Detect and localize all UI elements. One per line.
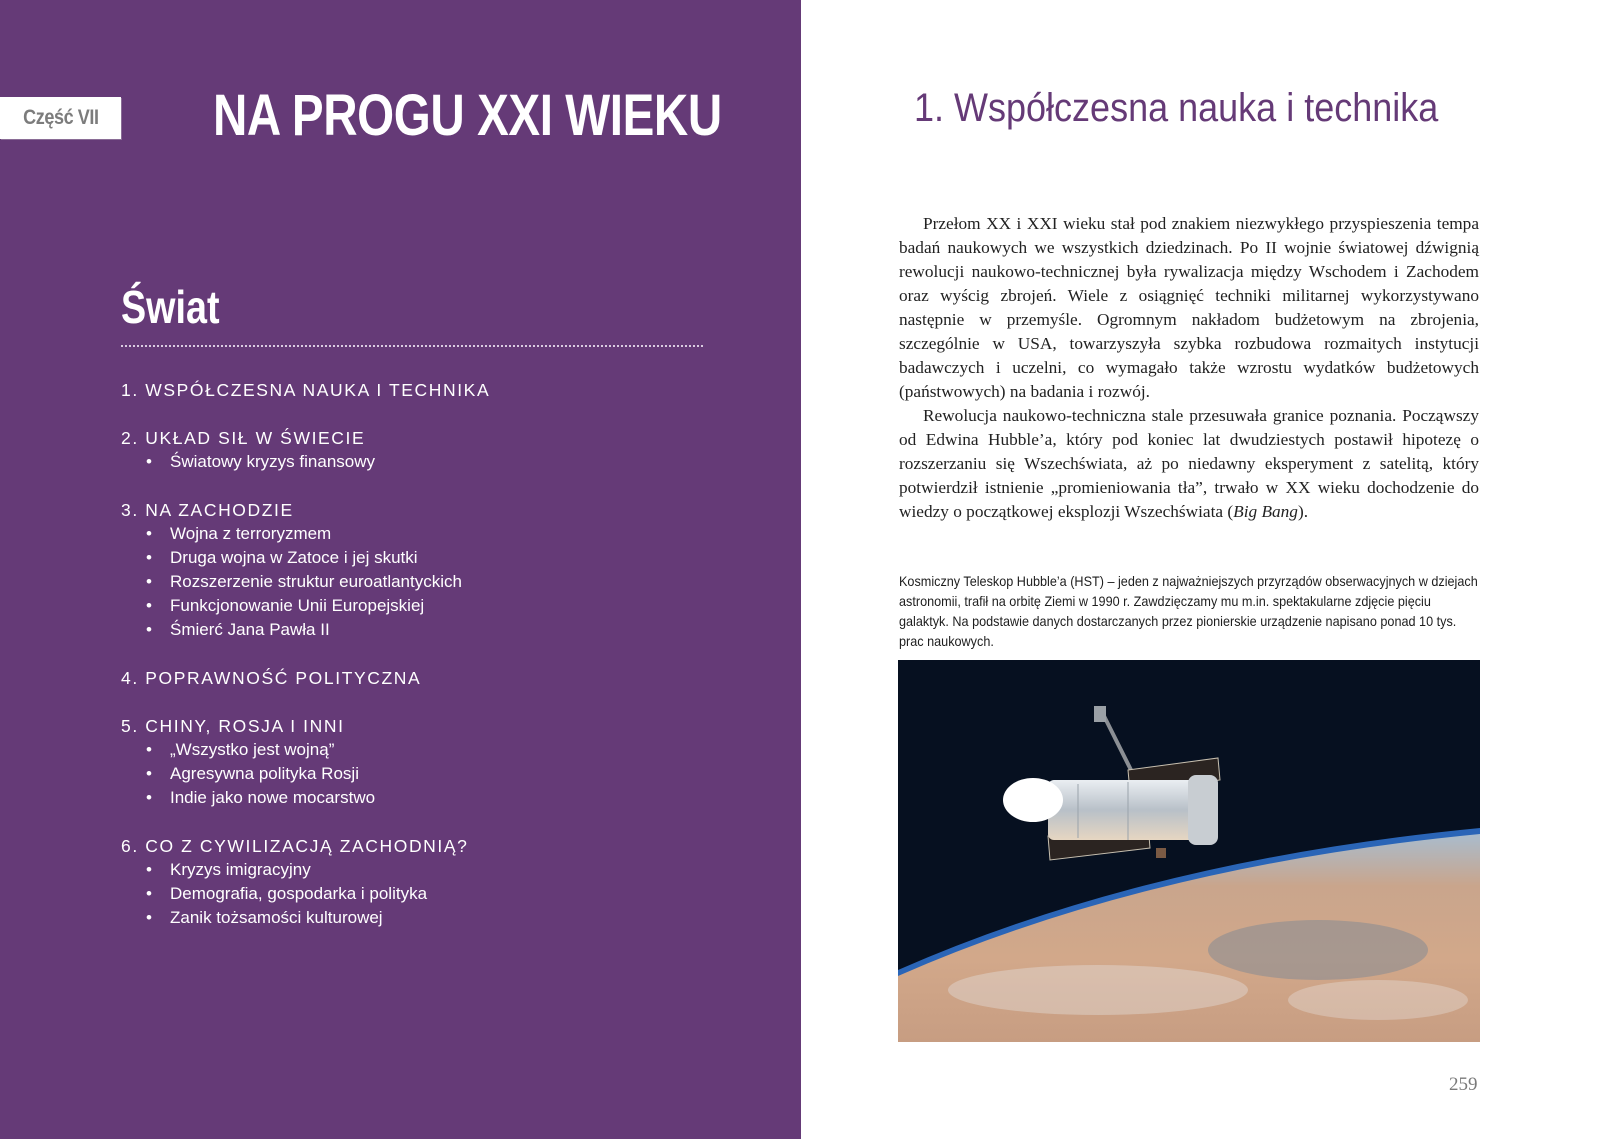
toc-chapter	[121, 834, 681, 930]
toc-sublist	[121, 450, 681, 474]
toc-chapter	[121, 666, 681, 690]
toc-subitem: • Światowy kryzys finansowy	[121, 450, 681, 474]
toc-chapter-title: 1. WSPÓŁCZESNA NAUKA I TECHNIKA	[121, 380, 491, 400]
paragraph-text: Przełom XX i XXI wieku stał pod znakiem niezwykłego przyspieszenia tempa badań naukowych we wszystkich dziedzinach. Po II wojnie światowej dźwignią rewolucji naukowo-technicznej była rywalizacja między Wschodem i Zachodem oraz wyścig zbrojeń. Wiele z osiągnięć techniki militarnej wykorzystywano następnie w przemyśle. Ogromnym nakładom budżetowym na zbrojenia, szczególnie w USA, towarzyszyła szybka rozbudowa rozmaitych instytucji badawczych i uczelni, co wymagało także wzrostu wydatków budżetowych (państwowych) na badania i rozwój.	[899, 214, 1479, 401]
toc-chapter-title: 3. NA ZACHODZIE	[121, 500, 294, 520]
toc-subitem: • Druga wojna w Zatoce i jej skutki	[121, 546, 681, 570]
toc-subitem: • Agresywna polityka Rosji	[121, 762, 681, 786]
toc-subitem: • Zanik tożsamości kulturowej	[121, 906, 681, 930]
paragraph	[899, 404, 1479, 524]
toc-subitem: • Rozszerzenie struktur euroatlantyckich	[121, 570, 681, 594]
table-of-contents	[121, 378, 681, 954]
toc-subitem: • Indie jako nowe mocarstwo	[121, 786, 681, 810]
paragraph-text: Rewolucja naukowo-techniczna stale przesuwała granice poznania. Począwszy od Edwina Hubble’a, który pod koniec lat dwudziestych postawił hipotezę o rozszerzaniu się Wszechświata, aż po niedawny eksperyment z satelitą, który potwierdził istnienie „promieniowania tła”, trwało w XX wieku dochodzenie do wiedzy o początkowej eksplozji Wszechświata (	[899, 406, 1479, 521]
toc-chapter	[121, 714, 681, 810]
toc-subitem: • Śmierć Jana Pawła II	[121, 618, 681, 642]
part-label-box	[0, 97, 121, 139]
toc-chapter-title: 6. CO Z CYWILIZACJĄ ZACHODNIĄ?	[121, 836, 469, 856]
page-number: 259	[1449, 1074, 1478, 1095]
toc-subitem: • Funkcjonowanie Unii Europejskiej	[121, 594, 681, 618]
toc-chapter-title: 5. CHINY, ROSJA I INNI	[121, 716, 345, 736]
dotted-divider	[121, 345, 703, 347]
toc-subitem: • Demografia, gospodarka i polityka	[121, 882, 681, 906]
toc-chapter-title: 4. POPRAWNOŚĆ POLITYCZNA	[121, 668, 422, 688]
section-title: Świat	[121, 281, 220, 333]
photo-caption: Kosmiczny Teleskop Hubble’a (HST) – jeden z najważniejszych przyrządów obserwacyjnych w dziejach astronomii, trafił na orbitę Ziemi w 1990 r. Zawdzięczamy mu m.in. spektakularne zdjęcie pięciu galaktyk. Na podstawie danych dostarczanych przez pionierskie urządzenie napisano ponad 10 tys. prac naukowych.	[899, 574, 1478, 649]
chapter-title: 1. Współczesna nauka i technika	[914, 86, 1439, 130]
toc-subitem: • Wojna z terroryzmem	[121, 522, 681, 546]
paragraph-text: ).	[1297, 502, 1309, 521]
toc-chapter-title: 2. UKŁAD SIŁ W ŚWIECIE	[121, 428, 366, 448]
italic-term: Big Bang	[1233, 502, 1298, 521]
hubble-photo	[898, 660, 1480, 1042]
toc-chapter	[121, 426, 681, 474]
part-label: Część VII	[22, 106, 99, 129]
toc-sublist	[121, 522, 681, 642]
body-text	[899, 212, 1479, 524]
paragraph	[899, 212, 1479, 404]
part-title: NA PROGU XXI WIEKU	[213, 83, 722, 148]
toc-chapter	[121, 378, 681, 402]
toc-chapter	[121, 498, 681, 642]
toc-subitem: • Kryzys imigracyjny	[121, 858, 681, 882]
toc-sublist	[121, 858, 681, 930]
toc-sublist	[121, 738, 681, 810]
toc-subitem: • „Wszystko jest wojną”	[121, 738, 681, 762]
hubble-telescope-illustration	[898, 660, 1480, 1042]
